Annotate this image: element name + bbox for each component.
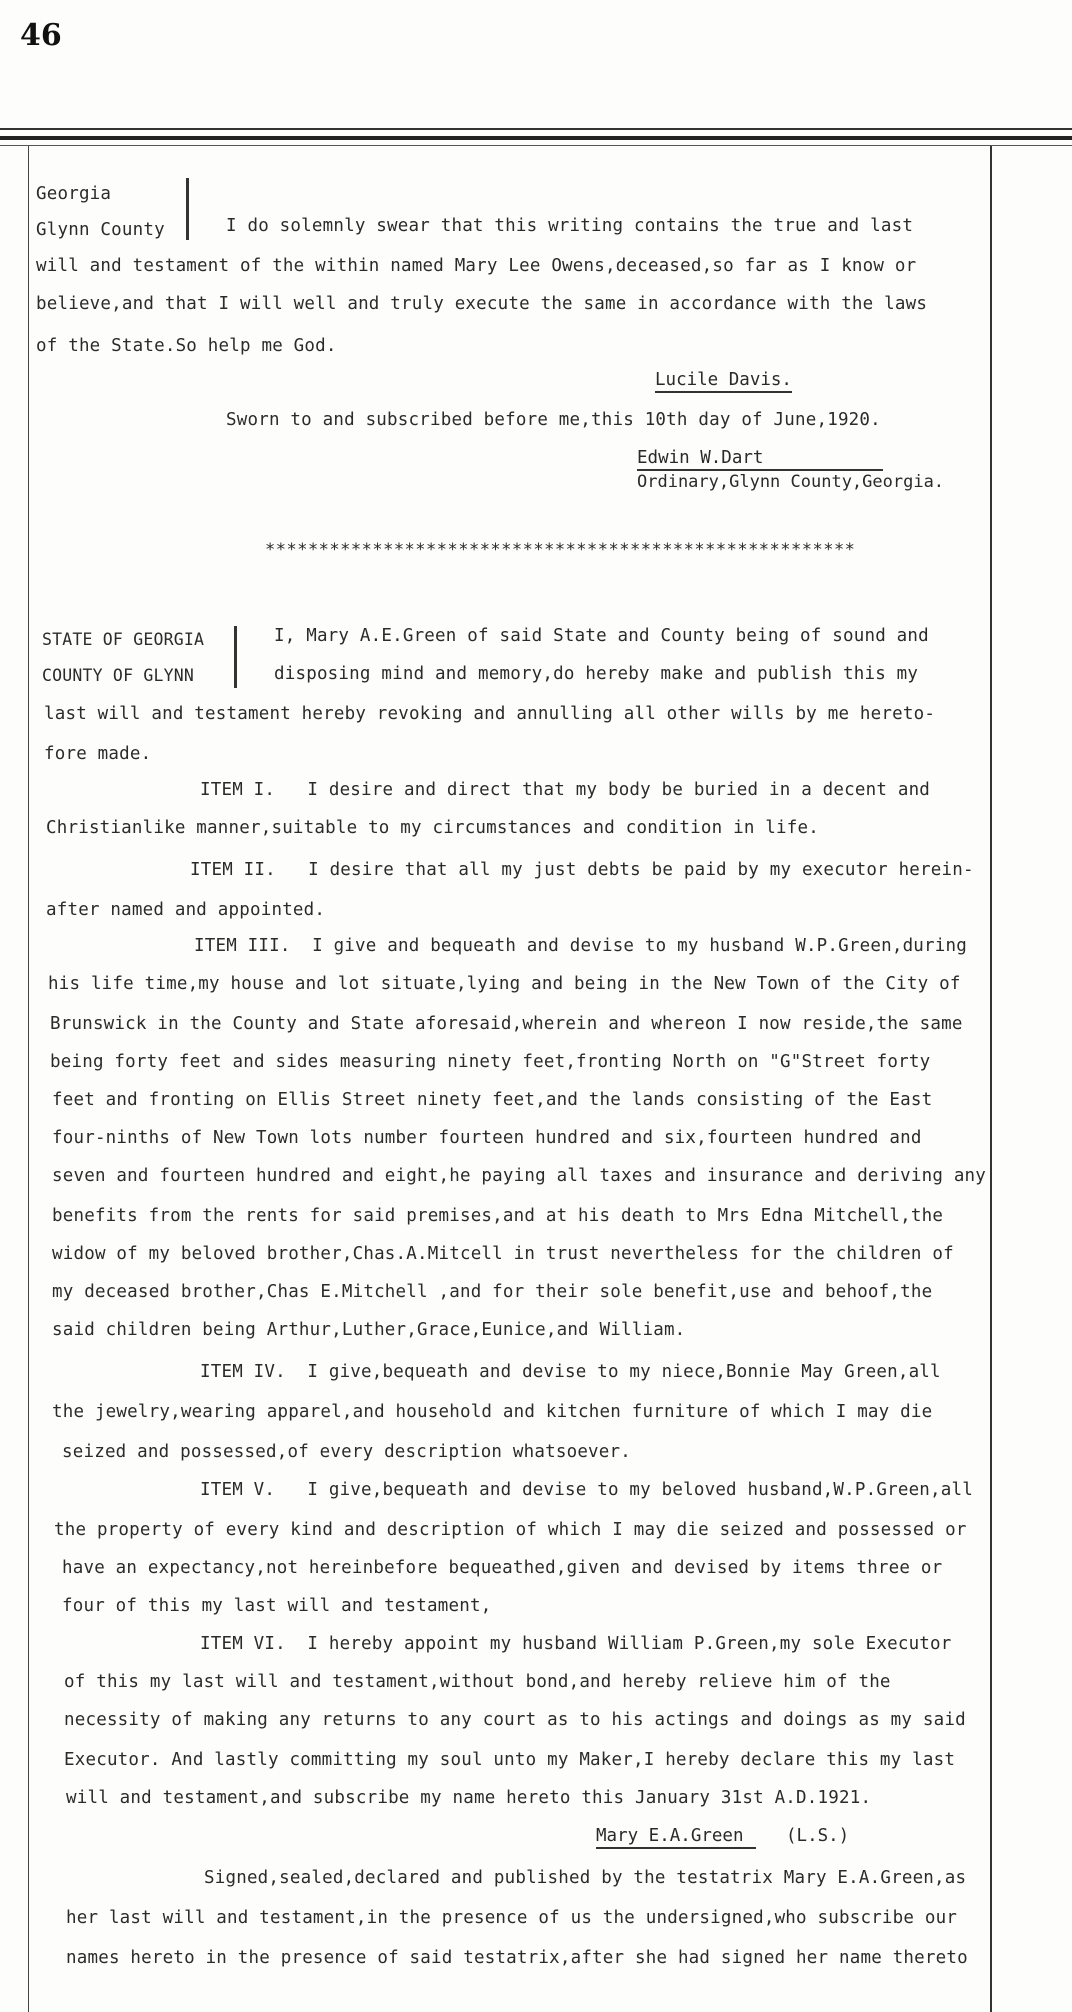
oath-line: will and testament of the within named Mary Lee Owens,deceased,so far as I know or [36, 256, 917, 276]
oath-heading-county: Glynn County [36, 220, 165, 240]
ordinary-name: Edwin W.Dart [637, 448, 883, 471]
will-line: Brunswick in the County and State aforesaid,wherein and whereon I now reside,the same [50, 1014, 963, 1034]
will-line: after named and appointed. [46, 900, 326, 920]
oath-sworn-statement: Sworn to and subscribed before me,this 10th day of June,1920. [226, 410, 881, 430]
will-line: the jewelry,wearing apparel,and household and kitchen furniture of which I may die [52, 1402, 933, 1422]
will-line: the property of every kind and description of which I may die seized and possessed or [54, 1520, 967, 1540]
will-line: four of this my last will and testament, [62, 1596, 492, 1616]
section-separator: ******************************************************* [265, 540, 856, 560]
will-line: four-ninths of New Town lots number fourteen hundred and six,fourteen hundred and [52, 1128, 922, 1148]
will-item-3: ITEM III. I give and bequeath and devise to my husband W.P.Green,during [194, 936, 967, 956]
oath-heading-brace [186, 178, 189, 240]
will-line: feet and fronting on Ellis Street ninety feet,and the lands consisting of the East [52, 1090, 933, 1110]
top-rule-thick [0, 136, 1072, 140]
top-rule [0, 128, 1072, 130]
will-line: benefits from the rents for said premises,and at his death to Mrs Edna Mitchell,the [52, 1206, 944, 1226]
will-heading-state: STATE OF GEORGIA [42, 630, 205, 649]
will-line: widow of my beloved brother,Chas.A.Mitcell in trust nevertheless for the children of [52, 1244, 954, 1264]
will-line: Christianlike manner,suitable to my circumstances and condition in life. [46, 818, 819, 838]
will-line: being forty feet and sides measuring ninety feet,fronting North on "G"Street forty [50, 1052, 931, 1072]
will-line: will and testament,and subscribe my name hereto this January 31st A.D.1921. [66, 1788, 872, 1808]
attestation-line: her last will and testament,in the presence of us the undersigned,who subscribe our [66, 1908, 958, 1928]
will-line: my deceased brother,Chas E.Mitchell ,and for their sole benefit,use and behoof,the [52, 1282, 933, 1302]
page-number: 46 [20, 18, 62, 53]
will-signature: Mary E.A.Green [596, 1826, 756, 1849]
oath-line: believe,and that I will well and truly execute the same in accordance with the laws [36, 294, 928, 314]
will-line: have an expectancy,not hereinbefore bequeathed,given and devised by items three or [62, 1558, 943, 1578]
will-heading-brace [234, 626, 237, 688]
will-line: of this my last will and testament,without bond,and hereby relieve him of the [64, 1672, 891, 1692]
will-line: seized and possessed,of every description whatsoever. [62, 1442, 632, 1462]
left-margin-line [28, 146, 29, 2012]
will-item-1: ITEM I. I desire and direct that my body be buried in a decent and [200, 780, 931, 800]
top-rule-thin [0, 145, 1072, 146]
will-item-6: ITEM VI. I hereby appoint my husband William P.Green,my sole Executor [200, 1634, 952, 1654]
will-line: his life time,my house and lot situate,lying and being in the New Town of the City of [48, 974, 961, 994]
will-line: seven and fourteen hundred and eight,he paying all taxes and insurance and deriving any [52, 1166, 987, 1186]
will-line: said children being Arthur,Luther,Grace,Eunice,and William. [52, 1320, 686, 1340]
oath-line: I do solemnly swear that this writing contains the true and last [226, 216, 914, 236]
will-line: last will and testament hereby revoking and annulling all other wills by me hereto- [44, 704, 936, 724]
oath-line: of the State.So help me God. [36, 336, 337, 356]
right-margin-line [990, 146, 992, 2012]
attestation-line: names hereto in the presence of said testatrix,after she had signed her name thereto [66, 1948, 968, 1968]
will-line: fore made. [44, 744, 152, 764]
will-line: I, Mary A.E.Green of said State and County being of sound and [274, 626, 929, 646]
will-item-2: ITEM II. I desire that all my just debts be paid by my executor herein- [190, 860, 974, 880]
ordinary-title: Ordinary,Glynn County,Georgia. [637, 472, 945, 492]
attestation-line: Signed,sealed,declared and published by the testatrix Mary E.A.Green,as [204, 1868, 967, 1888]
seal-mark: (L.S.) [786, 1826, 850, 1846]
will-item-5: ITEM V. I give,bequeath and devise to my beloved husband,W.P.Green,all [200, 1480, 973, 1500]
oath-signature: Lucile Davis. [655, 370, 792, 393]
will-heading-county: COUNTY OF GLYNN [42, 666, 195, 685]
oath-heading-state: Georgia [36, 184, 112, 204]
will-line: necessity of making any returns to any court as to his actings and doings as my said [64, 1710, 966, 1730]
will-item-4: ITEM IV. I give,bequeath and devise to my niece,Bonnie May Green,all [200, 1362, 941, 1382]
will-line: disposing mind and memory,do hereby make and publish this my [274, 664, 919, 684]
will-line: Executor. And lastly committing my soul unto my Maker,I hereby declare this my last [64, 1750, 956, 1770]
